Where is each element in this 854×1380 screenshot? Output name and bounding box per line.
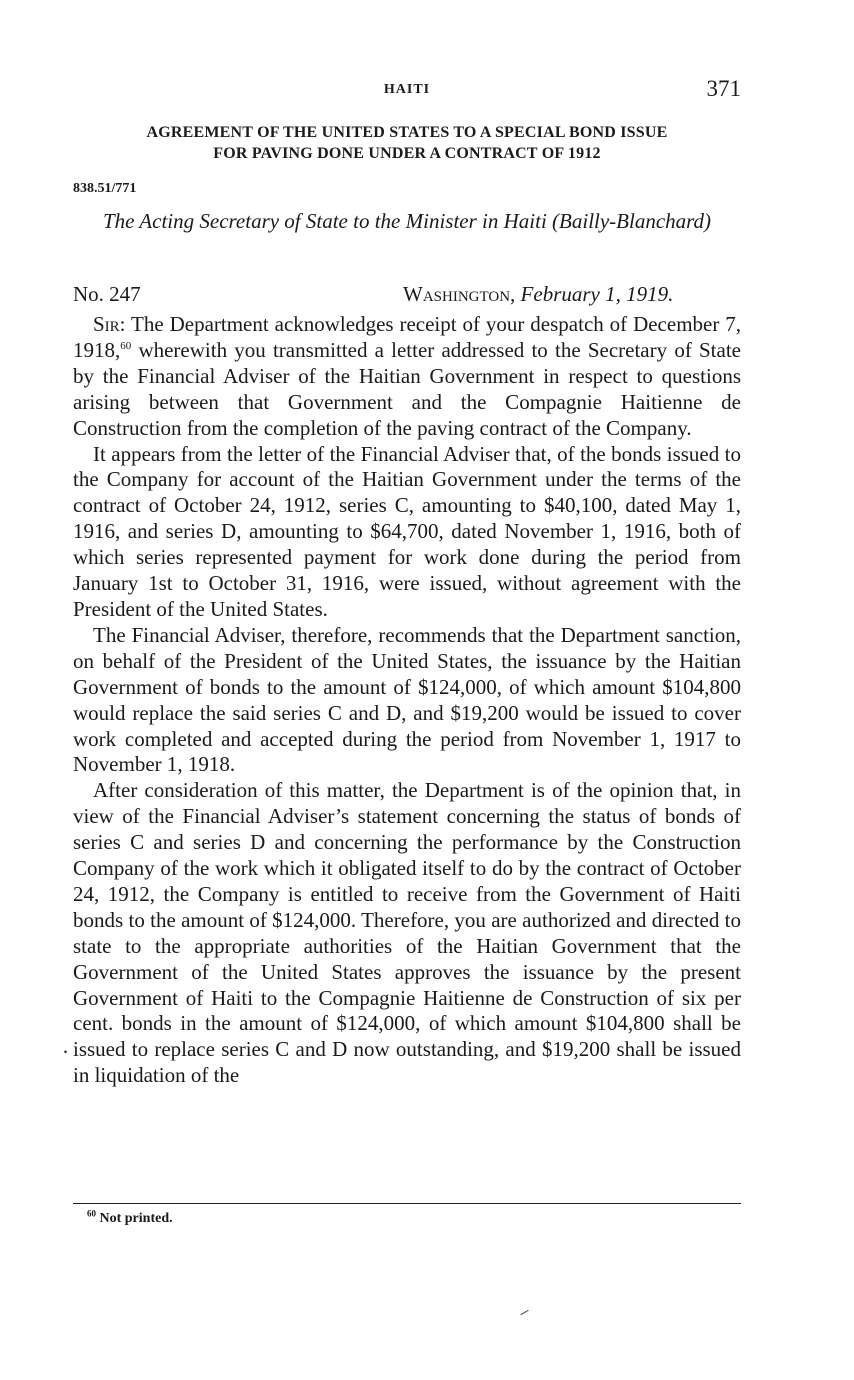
paragraph-3: The Financial Adviser, therefore, recommends that the Department sanction, on behalf of the President of the United States, the issuance by the Haitian Government of bonds to the amount of $124,000, of which amount $104,800 would replace the said series C and D, and $19,200 would be issued to cover work completed and accepted during the period from November 1, 1917 to November 1, 1918. [73, 622, 741, 777]
paragraph-2: It appears from the letter of the Financial Adviser that, of the bonds issued to the Company for account of the Haitian Government under the terms of the contract of October 24, 1912, series C, amounting to $40,100, dated May 1, 1916, and series D, amounting to $64,700, dated November 1, 1916, both of which series represented payment for work done during the period from January 1st to October 31, 1916, were issued, without agreement with the President of the United States. [73, 441, 741, 621]
running-title: HAITI [383, 82, 431, 97]
running-head [73, 78, 741, 104]
footnote-reference: 60 [120, 339, 132, 352]
document-number: No. 247 [73, 282, 141, 306]
footnote-mark: 60 [87, 1208, 96, 1219]
section-heading-line-1: AGREEMENT OF THE UNITED STATES TO A SPECIAL BOND ISSUE [146, 124, 668, 141]
page-number: 371 [706, 76, 741, 101]
footnote-rule [73, 1203, 741, 1204]
paragraph-1 [73, 312, 741, 442]
document-title: The Acting Secretary of State to the Minister in Haiti (Bailly-Blanchard) [102, 209, 712, 233]
file-number: 838.51/771 [73, 181, 137, 196]
letter-body [73, 312, 741, 1089]
footnote [87, 1208, 173, 1227]
footnote-text: Not printed. [99, 1211, 173, 1226]
section-heading [73, 122, 741, 164]
paragraph-4: After consideration of this matter, the Department is of the opinion that, in view of the Financial Adviser’s statement concerning the status of bonds of series C and series D and concerning the performance by the Construction Company of the work which it obligated itself to do by the contract of October 24, 1912, the Company is entitled to receive from the Government of Haiti bonds to the amount of $124,000. Therefore, you are authorized and directed to state to the appropriate authorities of the Haitian Government that the Government of the United States approves the issuance by the present Government of Haiti to the Compagnie Haitienne de Construction of six per cent. bonds in the amount of $124,000, of which amount $104,800 shall be issued to replace series C and D now outstanding, and $19,200 shall be issued in liquidation of the [73, 778, 741, 1088]
stray-pen-mark [520, 1310, 528, 1315]
place-date [403, 282, 673, 307]
document-date: February 1, 1919. [520, 282, 674, 306]
dateline [73, 282, 741, 308]
salutation: Sir: [93, 312, 126, 336]
paragraph-1-text-a: The Department acknowledges receipt of your despatch of December 7, 1918, [73, 312, 741, 362]
margin-dot: · [62, 1040, 69, 1064]
paragraph-1-text-b: wherewith you transmitted a letter addressed to the Secretary of State by the Financial Adviser of the Haitian Government in respect to questions arising between that Government and the Compagnie Haitienne de Construction from the completion of the paving contract of the Company. [73, 337, 741, 440]
section-heading-line-2: FOR PAVING DONE UNDER A CONTRACT OF 1912 [213, 145, 601, 162]
document-place: Washington, [403, 282, 516, 306]
